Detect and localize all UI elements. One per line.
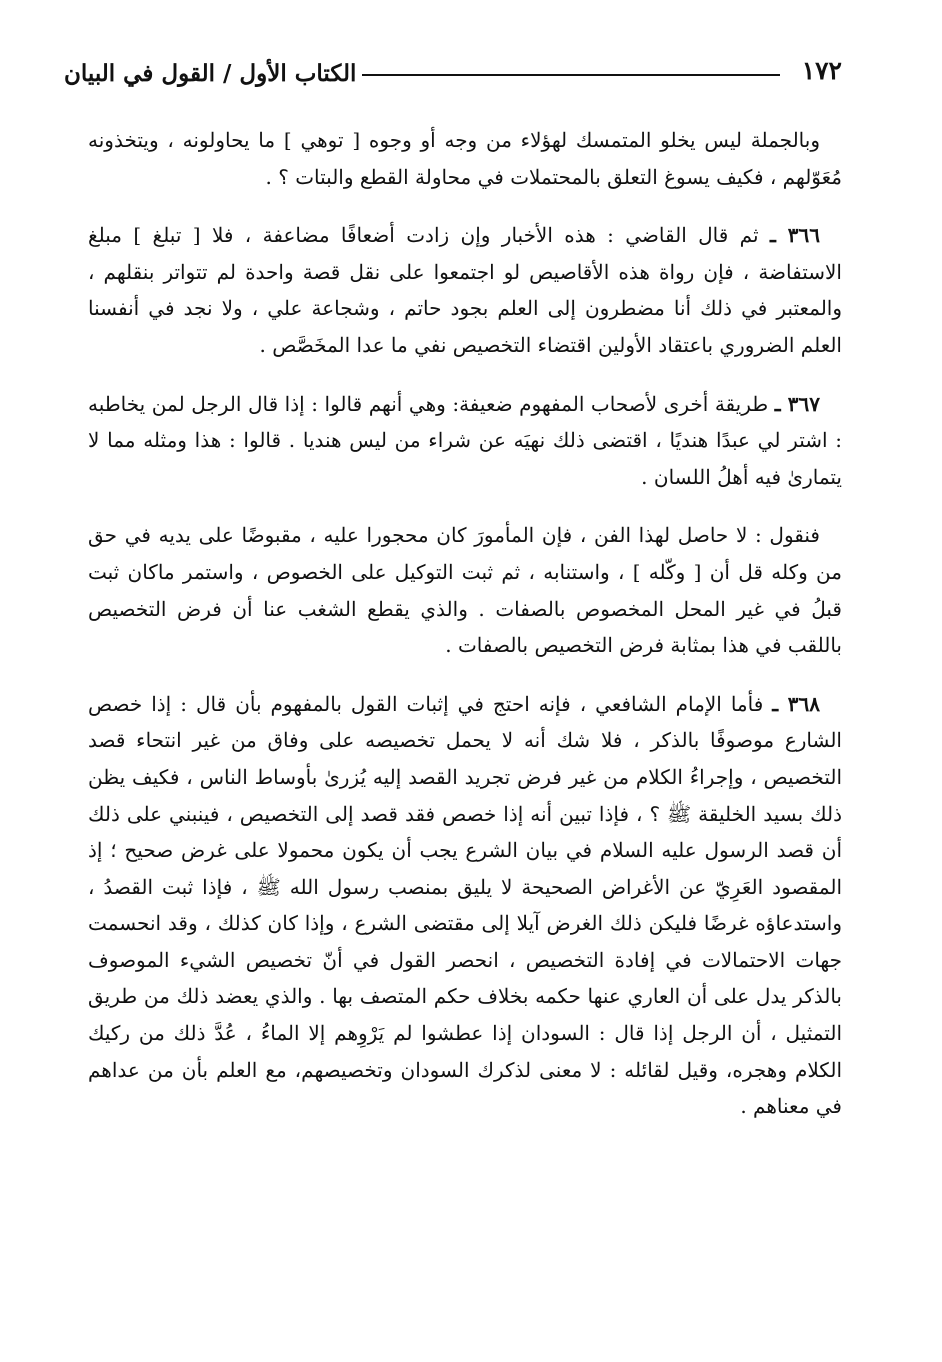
paragraph-text: ثم قال القاضي : هذه الأخبار وإن زادت أضعافًا مضاعفة ، فلا [ تبلغ ] مبلغ الاستفاضة ، فإن رواة هذه الأقاصيص لو اجتمعوا على نقل قصة واحدة لم تتواتر بنقلهم ، والمعتبر في ذلك أنا مضطرون إلى العلم بجود حاتم ، وشجاعة علي ، ولا نجد في أنفسنا العلم الضروري باعتقاد الأولين اقتضاء التخصيص نفي ما عدا المخَصَّص .	[88, 223, 842, 357]
paragraph-number: ٣٦٦ ـ	[769, 223, 821, 248]
paragraph-text: فنقول : لا حاصل لهذا الفن ، فإن المأمورَ كان محجورا عليه ، مقبوضًا على يديه في حق من وكله قل أن [ وكّله ] ، واستنابه ، ثم ثبت التوكيل على الخصوص ، واستمر ماكان ثبت قبلُ في غير المحل المخصوص بالصفات . والذي يقطع الشغب عنا أن فرض التخصيص باللقب في هذا بمثابة فرض التخصيص بالصفات .	[88, 523, 842, 658]
paragraph	[88, 122, 842, 195]
paragraph-text: وبالجملة ليس يخلو المتمسك لهؤلاء من وجه أو وجوه [ توهي ] ما يحاولونه ، ويتخذونه مُعَوّلهم ، فكيف يسوغ التعلق بالمحتملات في محاولة القطع والبتات ؟ .	[88, 128, 842, 189]
paragraph	[88, 517, 842, 663]
paragraph-number: ٣٦٧ ـ	[774, 391, 820, 416]
running-title: الكتاب الأول / القول في البيان	[64, 60, 357, 87]
page-header	[62, 54, 842, 98]
paragraph-text: طريقة أخرى لأصحاب المفهوم ضعيفة: وهي أنهم قالوا : إذا قال الرجل لمن يخاطبه : اشتر لي عبدًا هنديًا ، اقتضى ذلك نهيَه عن شراء من ليس هنديا . قالوا : هذا ومثله مما لا يتمارىٰ فيه أهلُ اللسان .	[88, 391, 842, 489]
paragraph	[88, 686, 842, 1125]
page-body	[88, 122, 842, 1147]
paragraph-number: ٣٦٨ ـ	[772, 691, 821, 716]
paragraph	[88, 386, 842, 496]
header-rule	[362, 74, 780, 76]
page-number: ١٧٢	[801, 56, 842, 85]
paragraph-text: فأما الإمام الشافعي ، فإنه احتج في إثبات القول بالمفهوم بأن قال : إذا خصص الشارع موصوفًا بالذكر ، فلا شك أنه لا يحمل تخصيصه على وفاق من غير انتحاء قصد التخصيص ، وإجراءُ الكلام من غير فرض تجريد القصد إليه يُزرىٰ بأوساط الناس ، فكيف يظن ذلك بسيد الخليقة ﷺ ؟ ، فإذا تبين أنه إذا خصص فقد قصد إلى التخصيص ، فينبني على ذلك أن قصد الرسول عليه السلام في بيان الشرع يجب أن يكون محمولا على غرض صحيح ؛ إذ المقصود العَرِيّ عن الأغراض الصحيحة لا يليق بمنصب رسول الله ﷺ ، فإذا ثبت القصدُ ، واستدعاؤه غرضًا فليكن ذلك الغرض آيلا إلى مقتضى الشرع ، وإذا كان كذلك ، وقد انحسمت جهات الاحتمالات في إفادة التخصيص ، انحصر القول في أنّ تخصيص الشيء الموصوف بالذكر يدل على أن العاري عنها حكمه بخلاف حكم المتصف بها . والذي يعضد ذلك من طريق التمثيل ، أن الرجل إذا قال : السودان إذا عطشوا لم يَرْوِهم إلا الماءُ ، عُدَّ ذلك من ركيك الكلام وهجره، وقيل لقائله : لا معنى لذكرك السودان وتخصيصهم، مع العلم بأن من عداهم في معناهم .	[88, 691, 843, 1119]
paragraph	[88, 217, 842, 363]
